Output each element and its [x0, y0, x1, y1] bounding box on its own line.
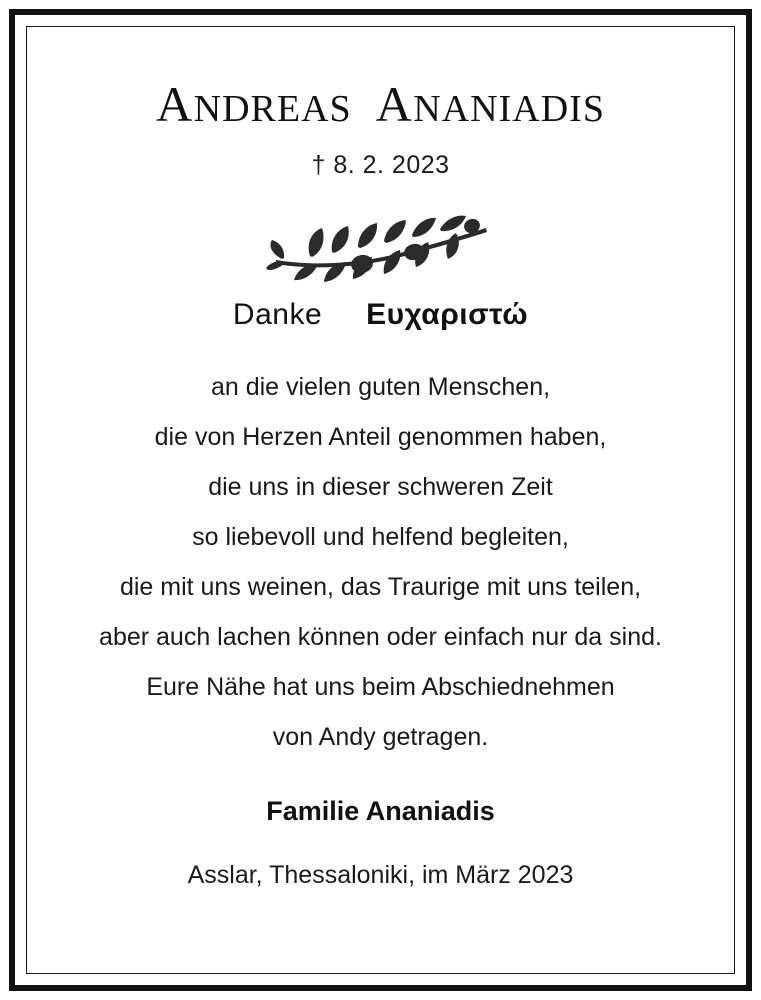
body-line: an die vielen guten Menschen,	[210, 373, 551, 401]
deceased-last-name	[375, 76, 605, 132]
obituary-body	[27, 362, 734, 762]
notice-inner-border	[26, 26, 735, 974]
last-name-initial: A	[375, 76, 414, 132]
body-line: die mit uns weinen, das Traurige mit uns teilen,	[119, 573, 642, 601]
thanks-heading	[233, 298, 528, 332]
deceased-name	[144, 76, 617, 132]
body-line: aber auch lachen können oder einfach nur da sind.	[99, 623, 662, 651]
thanks-greek: Ευχαριστώ	[366, 298, 529, 331]
thanks-german: Danke	[232, 298, 323, 331]
family-signature: Familie Ananiadis	[266, 796, 495, 826]
first-name-initial: A	[156, 76, 194, 132]
body-line: die von Herzen Anteil genommen haben,	[154, 423, 607, 451]
last-name-rest: NANIADIS	[413, 88, 605, 130]
first-name-rest: NDREAS	[193, 88, 352, 130]
body-line: Eure Nähe hat uns beim Abschiednehmen	[146, 673, 615, 701]
body-line: so liebevoll und helfend begleiten,	[192, 523, 569, 551]
deceased-first-name	[156, 76, 352, 132]
body-line: von Andy getragen.	[272, 723, 489, 751]
body-line: die uns in dieser schweren Zeit	[208, 473, 553, 501]
place-and-date: Asslar, Thessaloniki, im März 2023	[187, 861, 574, 889]
notice-outer-border	[9, 9, 752, 991]
olive-branch-icon	[266, 202, 496, 284]
death-date: † 8. 2. 2023	[311, 151, 450, 179]
